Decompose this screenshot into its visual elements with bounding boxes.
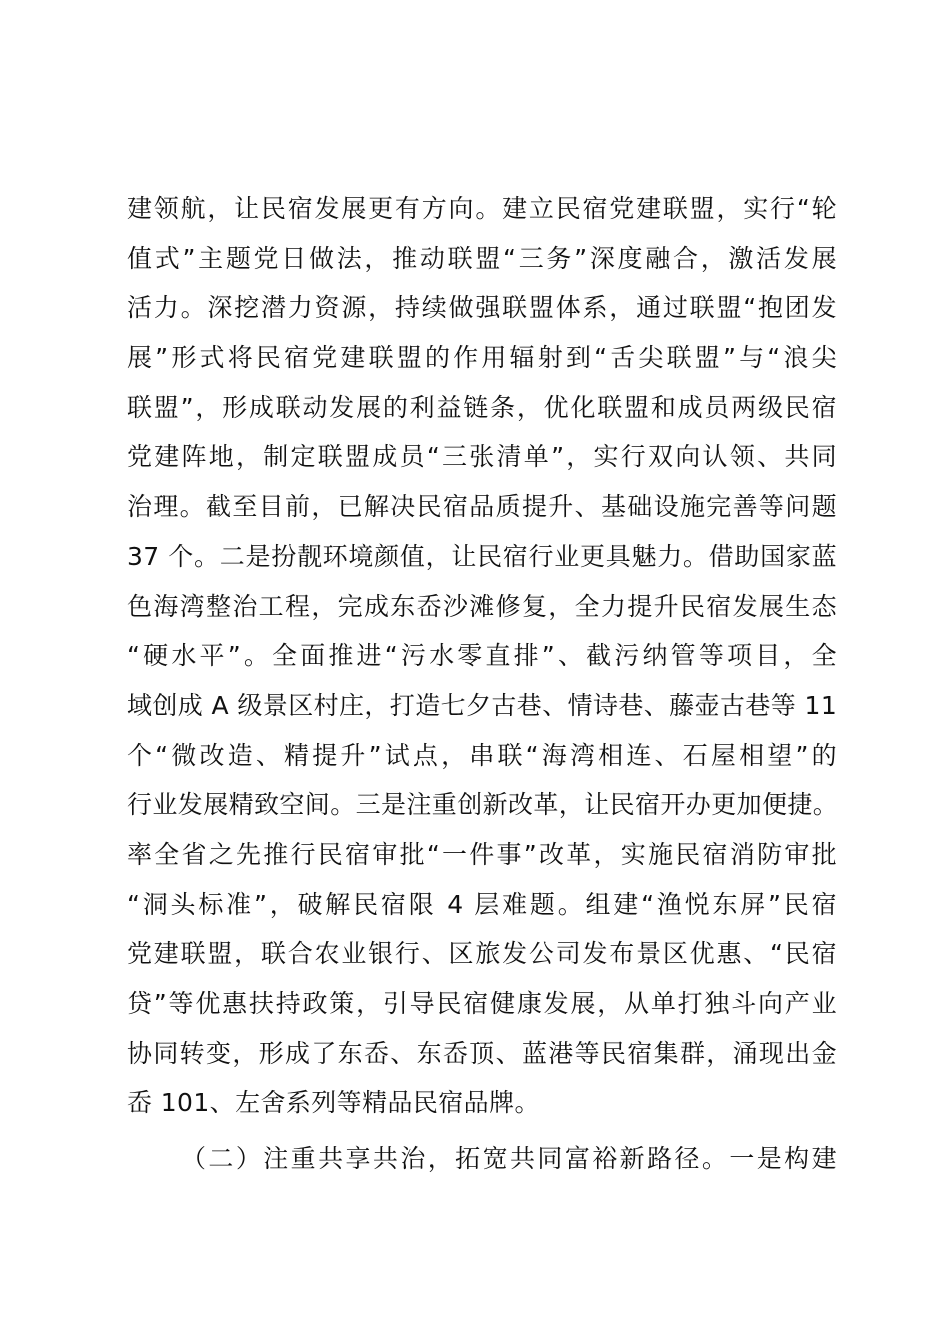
body-text (127, 184, 837, 1184)
text-line: “硬水平”。全面推进“污水零直排”、截污纳管等项目，全 (127, 641, 837, 671)
text-line: 行业发展精致空间。三是注重创新改革，让民宿开办更加便捷。 (127, 790, 839, 820)
text-line: 个“微改造、精提升”试点，串联“海湾相连、石屋相望”的 (127, 740, 837, 770)
text-line: 展”形式将民宿党建联盟的作用辐射到“舌尖联盟”与“浪尖 (127, 343, 837, 373)
text-line: 建领航，让民宿发展更有方向。建立民宿党建联盟，实行“轮 (127, 194, 837, 223)
text-line: 色海湾整治工程，完成东岙沙滩修复，全力提升民宿发展生态 (127, 591, 837, 621)
text-line-last: 岙 101、左舍系列等精品民宿品牌。 (127, 1088, 540, 1118)
text-line: 协同转变，形成了东岙、东岙顶、蓝港等民宿集群，涌现出金 (127, 1038, 837, 1068)
text-line: 37 个。二是扮靓环境颜值，让民宿行业更具魅力。借助国家蓝 (127, 541, 837, 571)
text-line: 党建阵地，制定联盟成员“三张清单”，实行双向认领、共同 (127, 442, 837, 472)
text-line: 治理。截至目前，已解决民宿品质提升、基础设施完善等问题 (127, 492, 837, 522)
text-line: 贷”等优惠扶持政策，引导民宿健康发展，从单打独斗向产业 (127, 989, 837, 1018)
text-line: 活力。深挖潜力资源，持续做强联盟体系，通过联盟“抱团发 (127, 293, 837, 323)
paragraph-2 (127, 1134, 837, 1184)
text-line: 率全省之先推行民宿审批“一件事”改革，实施民宿消防审批 (127, 839, 837, 869)
text-line: 值式”主题党日做法，推动联盟“三务”深度融合，激活发展 (127, 243, 837, 273)
section-heading-line: （二）注重共享共治，拓宽共同富裕新路径。一是构建 (181, 1144, 837, 1174)
paragraph-1 (127, 184, 837, 1128)
text-line: 联盟”，形成联动发展的利益链条，优化联盟和成员两级民宿 (127, 392, 837, 422)
text-line: 域创成 A 级景区村庄，打造七夕古巷、情诗巷、藤壶古巷等 11 (127, 690, 838, 720)
text-line: “洞头标准”，破解民宿限 4 层难题。组建“渔悦东屏”民宿 (127, 889, 837, 919)
text-line: 党建联盟，联合农业银行、区旅发公司发布景区优惠、“民宿 (127, 939, 837, 969)
